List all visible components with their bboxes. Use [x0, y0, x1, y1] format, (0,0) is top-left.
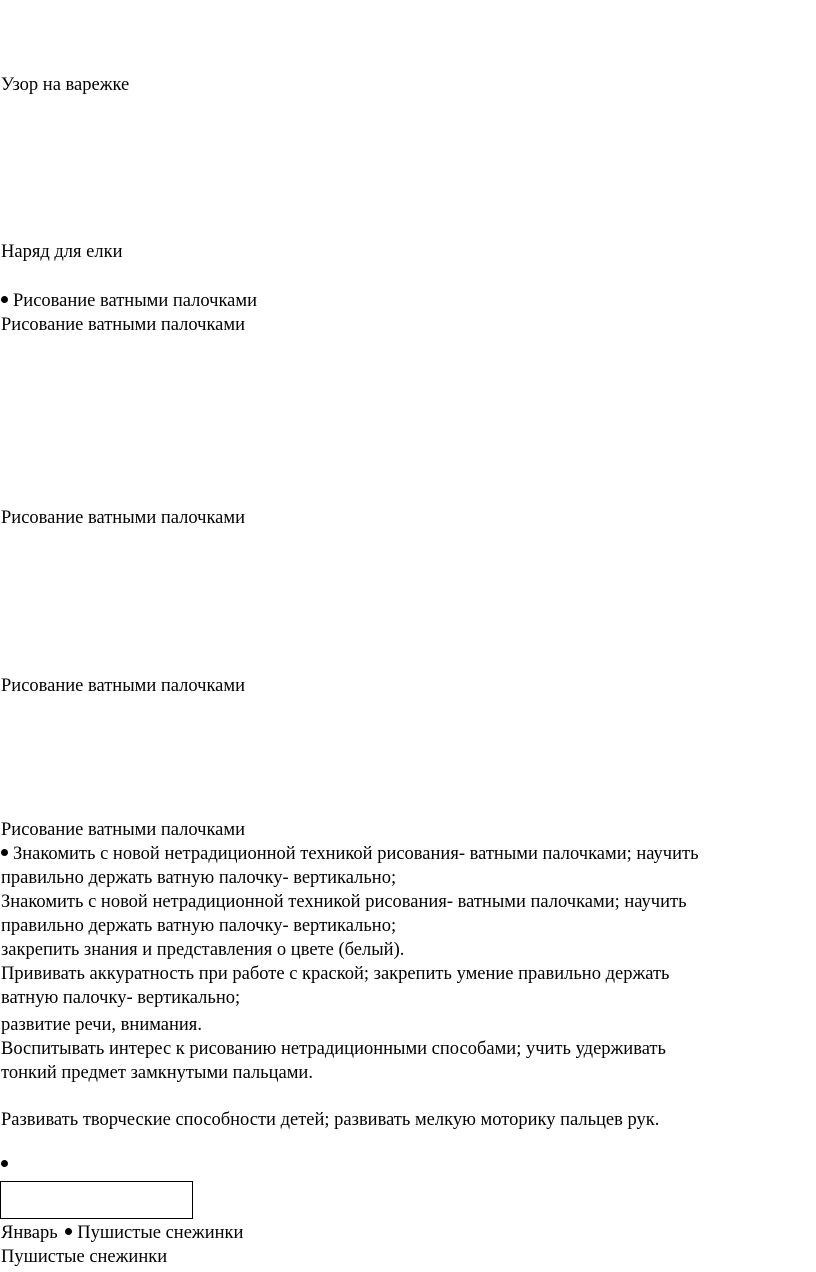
text-pushistye-snezhinki: Пушистые снежинки — [1, 1247, 168, 1267]
text-znakomit-bullet-cont: правильно держать ватную палочку- вертикально; — [1, 868, 397, 888]
text-risovanie-4: Рисование ватными палочками — [1, 820, 245, 840]
text-risovanie-1: Рисование ватными палочками — [1, 315, 245, 335]
text-razvivat-tvorch: Развивать творческие способности детей; развивать мелкую моторику пальцев рук. — [1, 1110, 660, 1130]
bullet-icon — [65, 1228, 72, 1235]
bullet-item-znakomit — [1, 843, 699, 866]
bullet-icon — [1, 296, 8, 303]
bullet-item-empty — [1, 1154, 13, 1177]
bullet-icon — [1, 1160, 8, 1167]
text-vospityvat-1: Воспитывать интерес к рисованию нетрадиционными способами; учить удерживать — [1, 1039, 666, 1059]
text-naryad-dlya-elki: Наряд для елки — [1, 242, 123, 262]
text-razvitie-rechi: развитие речи, внимания. — [1, 1015, 202, 1035]
bullet-item-label: Знакомить с новой нетрадиционной техникой рисования- ватными палочками; научить — [13, 844, 699, 864]
text-risovanie-3: Рисование ватными палочками — [1, 676, 245, 696]
bullet-item-risovanie — [1, 290, 257, 313]
text-vospityvat-2: тонкий предмет замкнутыми пальцами. — [1, 1063, 313, 1083]
row-yanvar — [1, 1222, 243, 1245]
text-privivat-2: ватную палочку- вертикально; — [1, 988, 241, 1008]
bullet-item-label: Рисование ватными палочками — [13, 291, 257, 311]
text-znakomit-1: Знакомить с новой нетрадиционной техникой рисования- ватными палочками; научить — [1, 892, 687, 912]
text-privivat-1: Прививать аккуратность при работе с краской; закрепить умение правильно держать — [1, 964, 670, 984]
bullet-icon — [1, 849, 8, 856]
text-znakomit-2: правильно держать ватную палочку- вертикально; — [1, 916, 397, 936]
text-zakrepit: закрепить знания и представления о цвете (белый). — [1, 940, 405, 960]
text-risovanie-2: Рисование ватными палочками — [1, 508, 245, 528]
text-yanvar: Январь — [1, 1223, 58, 1243]
text-pushistye-bullet: Пушистые снежинки — [77, 1223, 244, 1243]
empty-box — [0, 1181, 193, 1219]
text-uzor-na-varezhke: Узор на варежке — [1, 75, 130, 95]
